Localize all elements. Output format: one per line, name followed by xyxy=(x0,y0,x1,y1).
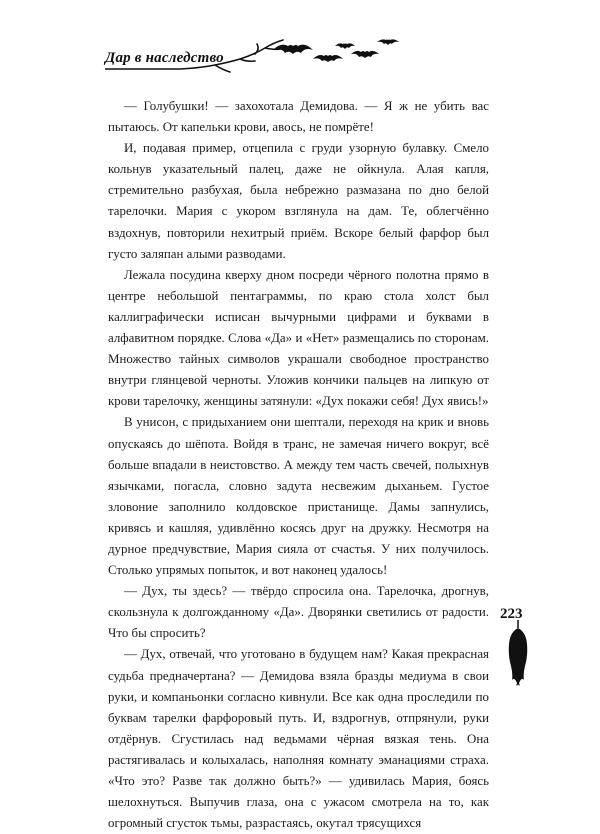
running-header xyxy=(105,32,495,82)
paragraph: Лежала посудина кверху дном посреди чёрного полотна прямо в центре небольшой пентаграммы, по краю стола холст был каллиграфически исписан вычурными цифрами и буквами в алфавитном порядке. Слова «Да» и «Нет» размещались по сторонам. Множество тайных символов украшали свободное пространство внутри глянцевой черноты. Уложив кончики пальцев на липкую от крови тарелочку, женщины затянули: «Дух покажи себя! Дух явись!» xyxy=(108,267,489,409)
bat-icon xyxy=(313,55,343,62)
paragraph: — Дух, ты здесь? — твёрдо спросила она. Тарелочка, дрогнув, скользнула к долгожданному «Да». Дворянки светились от радости. Что бы спросить? xyxy=(108,584,489,641)
paragraph: В унисон, с придыханием они шептали, переходя на крик и вновь опускаясь до шёпота. Войдя в транс, не замечая ничего вокруг, всё больше впадали в неистовство. А между тем часть свечей, полыхнув язычками, погасла, словно задута несвежим дыханьем. Густое зловоние заполнило колдовское пристанище. Дамы запнулись, кривясь и кашляя, удивлённо косясь друг на дружку. Несмотря на дурное предчувствие, Мария сияла от счастья. У них получилось. Столько упрямых попыток, и вот наконец удалось! xyxy=(108,415,489,578)
paragraph: — Голубушки! — захохотала Демидова. — Я ж не убить вас пытаюсь. От капельки крови, авось, не помрёте! xyxy=(108,99,489,135)
bat-icon xyxy=(335,43,355,49)
paragraph: И, подавая пример, отцепила с груди узорную булавку. Смело кольнув указательный палец, даже не ойкнула. Алая капля, стремительно разбухая, была небрежно размазана по дно белой тарелочки. Мария с укором взглянула на дам. Те, облегчённо вздохнув, повторили нехитрый приём. Вскоре белый фарфор был густо заляпан алыми разводами. xyxy=(108,141,489,261)
bat-icon xyxy=(351,51,379,58)
hanging-bat-icon xyxy=(506,620,530,690)
running-title: Дар в наследство xyxy=(105,50,224,66)
page-number: 223 xyxy=(500,606,523,622)
body-text xyxy=(108,96,489,834)
bat-icon xyxy=(377,39,399,45)
paragraph: — Дух, отвечай, что уготовано в будущем нам? Какая прекрасная судьба предначертана? — Демидова взяла бразды медиума в свои руки, и компаньонки согласно кивнули. Все как одна проследили по буквам тарелки фарфоровый путь. И, вздрогнув, отпрянули, руки отдёрнув. Сгустилась над ведьмами чёрная вязкая тень. Она растягивалась и колыхалась, наполняя комнату эманациями страха. «Что это? Разве так должно быть?» — удивилась Мария, боясь шелохнуться. Выпучив глаза, она с ужасом смотрела на то, как огромный сгусток тьмы, разрастаясь, окутал трясущихся xyxy=(108,647,489,831)
